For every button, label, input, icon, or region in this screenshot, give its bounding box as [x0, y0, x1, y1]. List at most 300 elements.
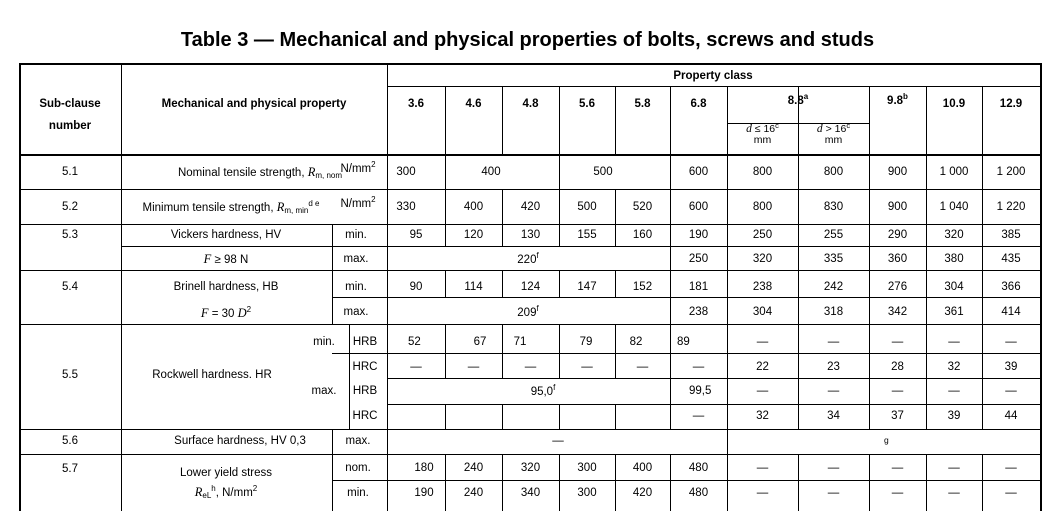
variable-d: d [746, 123, 752, 135]
subclause-5-4: 5.4 [62, 281, 78, 293]
dash: — [827, 462, 840, 474]
diameter-gt-16-header [816, 121, 851, 146]
value-5-4-min: 366 [1001, 281, 1021, 293]
column-divider [798, 154, 799, 189]
footnote-marker: c [775, 121, 779, 130]
column-divider [670, 297, 671, 324]
dash: — [756, 487, 769, 499]
class-header-5-6: 5.6 [579, 98, 595, 110]
column-divider [926, 404, 927, 429]
column-divider [615, 454, 616, 511]
dash: — [1005, 385, 1017, 397]
column-divider [445, 324, 446, 378]
column-divider [869, 270, 870, 297]
value-5-2: 830 [823, 201, 844, 213]
column-divider [982, 86, 983, 154]
footnote-marker: h [211, 484, 216, 493]
column-divider [798, 224, 799, 246]
row-divider [387, 378, 1040, 379]
column-divider [982, 189, 983, 224]
value: 95,0 [530, 386, 554, 398]
column-divider [615, 224, 616, 246]
value-5-5-max-hrb-6-8: 99,5 [689, 385, 712, 397]
column-divider [559, 404, 560, 429]
class-header-4-8: 4.8 [522, 98, 539, 110]
value-5-7-min: 190 [414, 487, 434, 499]
column-divider [727, 378, 728, 404]
column-divider [502, 404, 503, 429]
row-divider [19, 454, 1040, 455]
nom-label: nom. [345, 462, 371, 474]
value-5-5-min-hrc: 39 [1004, 361, 1018, 373]
column-divider [502, 454, 503, 511]
subscript: m, nom [315, 171, 343, 180]
property-name: Nominal tensile strength, [177, 167, 308, 179]
column-divider [982, 297, 983, 324]
column-divider [670, 324, 671, 378]
dash: — [692, 361, 705, 373]
column-divider [926, 297, 927, 324]
dash: — [581, 361, 593, 373]
hrb-label: HRB [352, 336, 378, 348]
column-divider [670, 224, 671, 246]
dash: — [891, 385, 904, 397]
column-divider [727, 270, 728, 297]
column-divider [727, 154, 728, 189]
symbol: D [237, 306, 247, 320]
column-divider [670, 454, 671, 511]
subclause-5-2: 5.2 [62, 201, 78, 213]
column-divider [798, 189, 799, 224]
column-divider [798, 246, 799, 270]
column-divider [559, 270, 560, 297]
dash: — [827, 487, 840, 499]
column-divider [869, 154, 870, 189]
property-header: Mechanical and physical property [161, 98, 347, 110]
rockwell-hardness-label: Rockwell hardness. HR [152, 369, 272, 381]
value-5-4-min: 124 [520, 281, 541, 293]
value-5-5-max-hrc: 32 [756, 410, 769, 422]
superscript: 2 [252, 484, 258, 493]
column-divider [869, 454, 870, 511]
symbol: R [307, 165, 316, 179]
section-divider [19, 63, 1041, 65]
value-5-4-max: 318 [823, 306, 844, 318]
value-5-7-min: 300 [577, 487, 597, 499]
value-5-1: 600 [688, 166, 709, 178]
column-divider [727, 404, 728, 429]
footnote-g: g [884, 435, 889, 445]
value-5-1: 1 000 [939, 166, 969, 178]
column-divider [926, 378, 927, 404]
column-divider [869, 378, 870, 404]
column-divider [926, 224, 927, 246]
comparison: ≤ 16 [751, 123, 776, 135]
column-divider [502, 270, 503, 297]
dash: — [827, 385, 840, 397]
footnote-marker: f [553, 383, 556, 392]
column-divider [559, 324, 560, 378]
value-5-3-min: 130 [520, 229, 541, 241]
dash: — [1005, 336, 1017, 348]
value-5-1: 800 [752, 166, 773, 178]
column-divider [19, 63, 21, 511]
brinell-hardness-label: Brinell hardness, HB [173, 281, 279, 293]
value-5-5-min-hrb: 79 [579, 336, 593, 348]
column-divider [982, 324, 983, 378]
value-5-7-min: 240 [463, 487, 484, 499]
column-divider [869, 224, 870, 246]
row-divider [19, 270, 1040, 271]
subscript: eL [202, 491, 212, 500]
value-5-3-max: 380 [944, 253, 964, 265]
row-divider [387, 404, 1040, 405]
dash: — [756, 385, 769, 397]
unit: N/mm [340, 163, 372, 175]
column-divider [502, 224, 503, 246]
value-5-5-max-hrc: 44 [1004, 410, 1018, 422]
value-5-5-min-hrb: 71 [513, 336, 527, 348]
column-divider [798, 404, 799, 429]
value-5-3-min: 155 [577, 229, 597, 241]
value-5-4-min: 181 [688, 281, 709, 293]
symbol: R [194, 485, 203, 499]
column-divider [349, 324, 350, 429]
value-5-2: 900 [887, 201, 908, 213]
value-5-3-max: 335 [823, 253, 844, 265]
class-header-9-8 [887, 94, 908, 108]
column-divider [798, 324, 799, 378]
value-5-4-min: 147 [577, 281, 597, 293]
value-5-2: 500 [577, 201, 597, 213]
value-5-7-nom: 480 [688, 462, 709, 474]
column-divider [982, 270, 983, 297]
value-5-1: 500 [593, 166, 613, 178]
column-divider [926, 154, 927, 189]
column-divider [670, 404, 671, 429]
column-divider [615, 189, 616, 224]
column-divider [387, 63, 388, 511]
value-5-5-max-hrc: 34 [827, 410, 840, 422]
column-divider [926, 324, 927, 378]
dash: — [891, 462, 904, 474]
footnote-marker: a [803, 92, 809, 101]
value-5-2: 400 [463, 201, 484, 213]
value-5-4-min: 276 [887, 281, 908, 293]
value-5-4-max: 304 [752, 306, 773, 318]
column-divider [502, 324, 503, 378]
property-name: Minimum tensile strength, [142, 202, 277, 214]
column-divider [670, 154, 671, 189]
value-5-5-max-hrc: 37 [891, 410, 904, 422]
value-5-1: 400 [481, 166, 501, 178]
column-divider [615, 86, 616, 154]
class-header-3-6: 3.6 [408, 98, 424, 110]
value-5-3-min: 250 [752, 229, 773, 241]
minimum-tensile-strength-label [143, 200, 320, 215]
min-label: min. [345, 281, 367, 293]
column-divider [869, 246, 870, 270]
column-divider [121, 63, 122, 511]
value-5-3-max: 360 [887, 253, 908, 265]
value-5-3-max-span [517, 253, 538, 267]
column-divider [559, 224, 560, 246]
column-divider [727, 454, 728, 511]
column-divider [670, 246, 671, 270]
value-5-3-min: 320 [944, 229, 964, 241]
symbol: F [203, 252, 212, 266]
unit: , N/mm [215, 487, 253, 499]
column-divider [727, 189, 728, 224]
column-divider [798, 454, 799, 511]
vickers-condition [204, 252, 249, 267]
dash: — [948, 336, 960, 348]
dash: — [636, 361, 649, 373]
row-divider [19, 224, 1040, 225]
value-5-7-min: 480 [688, 487, 709, 499]
footnote-marker: c [846, 121, 851, 130]
value-5-2: 1 220 [996, 201, 1026, 213]
column-divider [798, 270, 799, 297]
value-5-7-nom: 320 [520, 462, 541, 474]
column-divider [982, 154, 983, 189]
value-5-5-max-hrb-span [531, 385, 556, 399]
column-divider [559, 454, 560, 511]
column-divider [982, 454, 983, 511]
class-label: 8.8 [787, 95, 804, 107]
value-5-3-min: 190 [688, 229, 709, 241]
column-divider [332, 224, 333, 324]
footnote-marker: d e [308, 199, 320, 208]
column-divider [615, 270, 616, 297]
column-divider [332, 429, 333, 511]
column-divider [1040, 63, 1042, 511]
column-divider [670, 86, 671, 154]
value-5-5-min-hrc: 22 [756, 361, 769, 373]
variable-d: d [816, 123, 823, 135]
value-5-3-min: 120 [463, 229, 484, 241]
value-5-5-min-hrb: 89 [677, 336, 690, 348]
value-5-3-min: 290 [887, 229, 908, 241]
value-5-5-min-hrb: 52 [408, 336, 421, 348]
unit-label [340, 162, 375, 176]
class-label: 9.8 [887, 95, 904, 107]
dash: — [948, 385, 960, 397]
value-5-7-nom: 180 [414, 462, 434, 474]
subclause-header-2: number [48, 120, 92, 132]
value-5-2: 800 [752, 201, 773, 213]
value-5-3-max: 320 [752, 253, 773, 265]
hrc-label: HRC [352, 361, 378, 373]
dash: — [891, 487, 904, 499]
value-5-2: 520 [632, 201, 653, 213]
column-divider [615, 404, 616, 429]
lower-yield-stress-symbol [195, 485, 258, 500]
value-5-4-min: 90 [409, 281, 423, 293]
symbol: R [276, 200, 285, 214]
value-5-3-max: 250 [688, 253, 709, 265]
column-divider [445, 404, 446, 429]
value-5-5-min-hrc: 32 [947, 361, 961, 373]
class-header-5-8: 5.8 [634, 98, 651, 110]
value-5-5-min-hrc: 28 [891, 361, 904, 373]
column-divider [445, 154, 446, 189]
value-5-4-max-span [517, 306, 538, 320]
value-5-7-nom: 400 [632, 462, 653, 474]
subclause-5-3: 5.3 [62, 229, 78, 241]
value: 220 [517, 254, 537, 266]
value-5-2: 420 [520, 201, 541, 213]
value-5-5-min-hrb: 82 [629, 336, 643, 348]
unit-label [340, 197, 375, 211]
column-divider [727, 246, 728, 270]
subscript: m, min [284, 206, 309, 215]
superscript: 2 [371, 195, 376, 204]
value-5-3-min: 160 [632, 229, 653, 241]
column-divider [502, 86, 503, 154]
subclause-5-6: 5.6 [62, 435, 78, 447]
footnote-marker: b [903, 92, 908, 101]
max-label: max. [343, 306, 369, 318]
column-divider [982, 378, 983, 404]
max-label: max. [343, 253, 369, 265]
value-5-7-min: 340 [520, 487, 541, 499]
column-divider [445, 189, 446, 224]
value-5-3-max: 435 [1001, 253, 1021, 265]
column-divider [926, 454, 927, 511]
column-divider [445, 86, 446, 154]
row-divider [387, 86, 1040, 87]
column-divider [670, 270, 671, 297]
class-header-10-9: 10.9 [942, 98, 966, 110]
class-header-6-8: 6.8 [690, 98, 707, 110]
column-divider [869, 86, 870, 154]
column-divider [982, 224, 983, 246]
value: 209 [517, 307, 537, 319]
value-5-1: 800 [823, 166, 844, 178]
row-divider [19, 189, 1040, 190]
column-divider [727, 324, 728, 378]
dash: — [410, 361, 422, 373]
min-label: min. [347, 487, 369, 499]
condition: ≥ 98 N [211, 254, 249, 266]
dash: — [1005, 487, 1017, 499]
unit-mm: mm [824, 134, 843, 146]
value-5-2: 600 [688, 201, 709, 213]
column-divider [670, 189, 671, 224]
column-divider [798, 297, 799, 324]
value-5-2: 330 [396, 201, 416, 213]
table-title: Table 3 — Mechanical and physical properties of bolts, screws and studs [180, 29, 875, 51]
superscript: 2 [246, 305, 252, 314]
class-header-4-6: 4.6 [465, 98, 482, 110]
dash: — [891, 336, 904, 348]
column-divider [727, 429, 728, 454]
column-divider [445, 454, 446, 511]
dash: — [692, 410, 705, 422]
value-5-1: 300 [396, 166, 416, 178]
dash: — [524, 361, 537, 373]
column-divider [559, 189, 560, 224]
value-5-4-max: 414 [1001, 306, 1021, 318]
dash: — [948, 462, 960, 474]
value-5-5-max-hrc: 39 [947, 410, 961, 422]
column-divider [926, 189, 927, 224]
column-divider [982, 404, 983, 429]
symbol: F [200, 306, 209, 320]
column-divider [445, 270, 446, 297]
value-5-2: 1 040 [939, 201, 969, 213]
value-5-5-min-hrc: 23 [827, 361, 840, 373]
column-divider [445, 224, 446, 246]
hrb-label: HRB [352, 385, 378, 397]
class-header-8-8 [788, 94, 808, 108]
column-divider [502, 189, 503, 224]
column-divider [727, 297, 728, 324]
column-divider [869, 297, 870, 324]
row-divider [349, 353, 1040, 354]
subclause-5-7: 5.7 [62, 463, 78, 475]
row-divider [19, 324, 1040, 325]
footnote-marker: f [536, 251, 539, 260]
row-divider [332, 297, 1040, 298]
max-label: max. [345, 435, 371, 447]
value-5-4-max: 238 [688, 306, 709, 318]
column-divider [869, 404, 870, 429]
column-divider [926, 270, 927, 297]
min-label: min. [345, 229, 367, 241]
dash: — [948, 487, 960, 499]
value-5-4-max: 342 [887, 306, 908, 318]
column-divider [727, 86, 728, 154]
subclause-5-5: 5.5 [62, 369, 78, 381]
comparison: > 16 [822, 123, 847, 135]
column-divider [982, 246, 983, 270]
column-divider [727, 224, 728, 246]
value-5-4-min: 304 [944, 281, 964, 293]
value-5-4-min: 238 [752, 281, 773, 293]
column-divider [798, 378, 799, 404]
dash: — [756, 336, 769, 348]
value-5-4-min: 152 [632, 281, 653, 293]
hrc-label: HRC [352, 410, 378, 422]
value-5-3-min: 95 [409, 229, 423, 241]
value-5-4-min: 114 [464, 281, 483, 293]
brinell-condition [201, 306, 251, 321]
column-divider [615, 324, 616, 378]
row-divider [332, 246, 1040, 247]
value-5-3-min: 385 [1001, 229, 1021, 241]
dash: — [467, 361, 480, 373]
row-divider [19, 429, 1040, 430]
class-header-12-9: 12.9 [999, 98, 1023, 110]
value-5-7-min: 420 [632, 487, 653, 499]
value-5-7-nom: 300 [577, 462, 597, 474]
value-5-4-min: 242 [823, 281, 844, 293]
value-5-7-nom: 240 [463, 462, 484, 474]
subclause-5-1: 5.1 [62, 166, 78, 178]
column-divider [559, 86, 560, 154]
dash: — [756, 462, 769, 474]
unit-mm: mm [753, 134, 772, 146]
property-class-header: Property class [673, 70, 753, 82]
column-divider [926, 86, 927, 154]
diameter-le-16-header [746, 121, 779, 146]
max-label: max. [311, 385, 337, 397]
lower-yield-stress-label: Lower yield stress [179, 467, 273, 479]
nominal-tensile-strength-label [178, 165, 342, 180]
column-divider [869, 324, 870, 378]
